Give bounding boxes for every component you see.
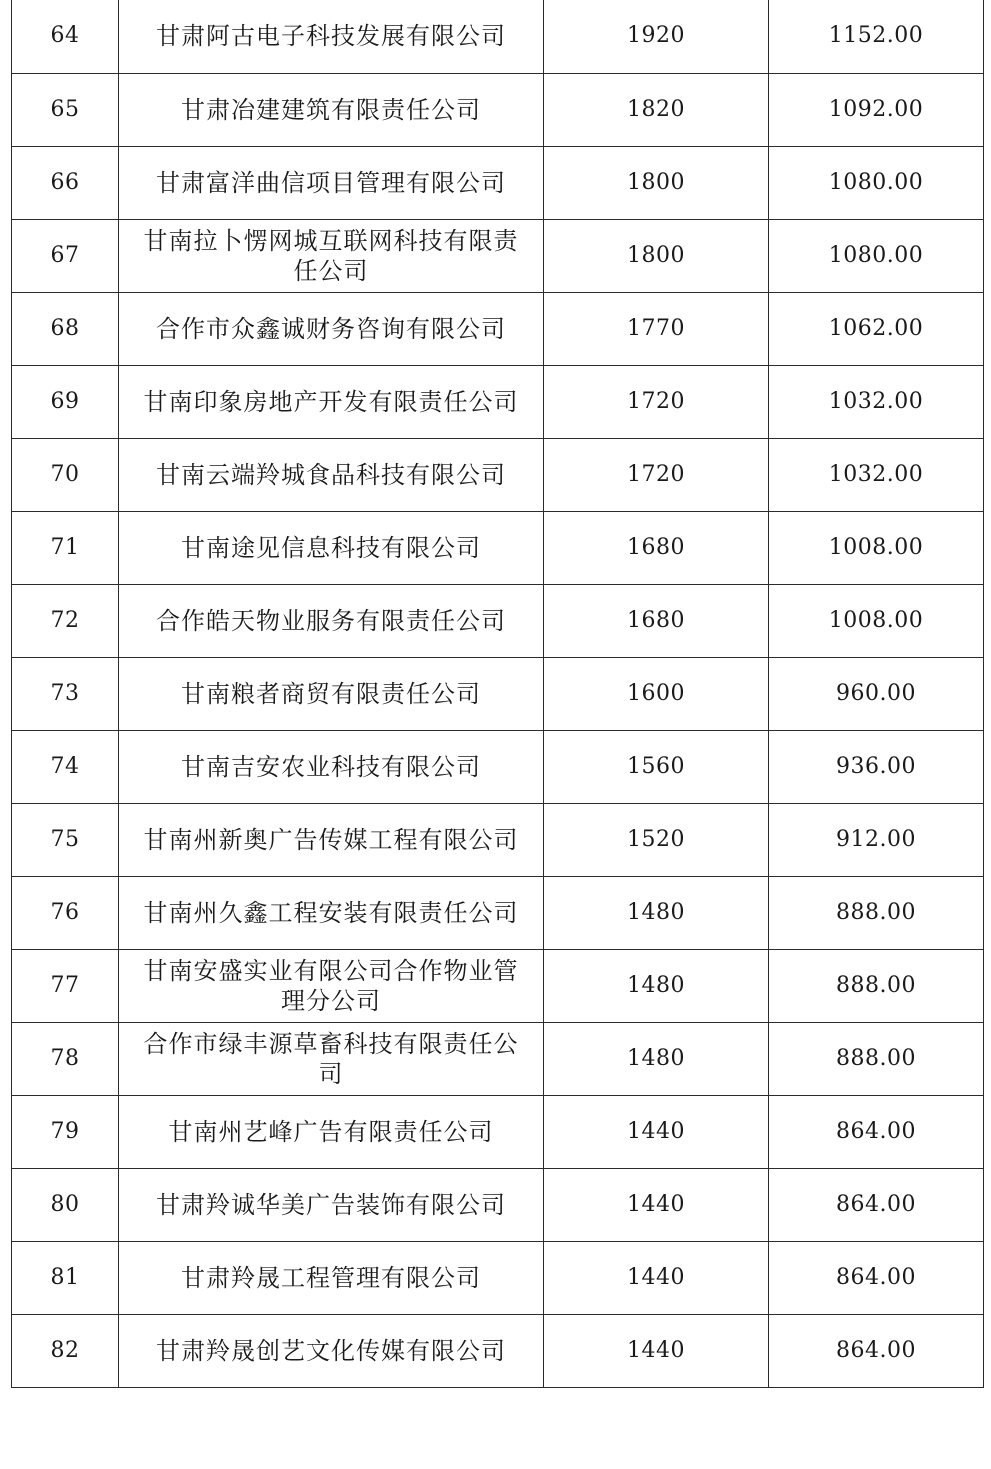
amount-cell: 1032.00 [769,365,984,438]
table-row [12,1022,984,1095]
row-number-cell: 66 [12,146,119,219]
table-row [12,730,984,803]
company-name-cell: 合作皓天物业服务有限责任公司 [119,584,544,657]
row-number-cell: 74 [12,730,119,803]
company-name-cell: 甘南途见信息科技有限公司 [119,511,544,584]
row-number-cell: 67 [12,219,119,292]
company-name-cell: 甘南安盛实业有限公司合作物业管理分公司 [119,949,544,1022]
row-number-cell: 79 [12,1095,119,1168]
amount-cell: 864.00 [769,1241,984,1314]
company-name-cell: 甘南吉安农业科技有限公司 [119,730,544,803]
count-cell: 1480 [544,876,769,949]
count-cell: 1680 [544,511,769,584]
company-name-cell: 甘肃阿古电子科技发展有限公司 [119,0,544,73]
company-name-cell: 甘南印象房地产开发有限责任公司 [119,365,544,438]
row-number-cell: 68 [12,292,119,365]
table-body [12,0,984,1387]
count-cell: 1440 [544,1168,769,1241]
company-name-cell: 甘南州新奥广告传媒工程有限公司 [119,803,544,876]
amount-cell: 1152.00 [769,0,984,73]
row-number-cell: 64 [12,0,119,73]
count-cell: 1560 [544,730,769,803]
amount-cell: 1032.00 [769,438,984,511]
row-number-cell: 82 [12,1314,119,1387]
amount-cell: 1080.00 [769,146,984,219]
count-cell: 1600 [544,657,769,730]
company-name-cell: 甘肃冶建建筑有限责任公司 [119,73,544,146]
company-name-cell: 甘南州艺峰广告有限责任公司 [119,1095,544,1168]
company-name-cell: 甘南云端羚城食品科技有限公司 [119,438,544,511]
row-number-cell: 78 [12,1022,119,1095]
count-cell: 1720 [544,438,769,511]
company-name-cell: 甘南州久鑫工程安装有限责任公司 [119,876,544,949]
count-cell: 1800 [544,219,769,292]
count-cell: 1720 [544,365,769,438]
table-row [12,584,984,657]
amount-cell: 864.00 [769,1168,984,1241]
company-name-cell: 甘肃羚晟工程管理有限公司 [119,1241,544,1314]
row-number-cell: 76 [12,876,119,949]
company-name-cell: 甘肃羚诚华美广告装饰有限公司 [119,1168,544,1241]
table-row [12,657,984,730]
amount-cell: 864.00 [769,1095,984,1168]
table-row [12,1168,984,1241]
table-row [12,146,984,219]
table-row [12,876,984,949]
table-row [12,219,984,292]
table-row [12,511,984,584]
row-number-cell: 72 [12,584,119,657]
table-row [12,803,984,876]
company-name-cell: 甘肃羚晟创艺文化传媒有限公司 [119,1314,544,1387]
count-cell: 1440 [544,1095,769,1168]
table-row [12,292,984,365]
amount-cell: 912.00 [769,803,984,876]
count-cell: 1440 [544,1314,769,1387]
row-number-cell: 81 [12,1241,119,1314]
row-number-cell: 65 [12,73,119,146]
count-cell: 1680 [544,584,769,657]
table-row [12,73,984,146]
amount-cell: 888.00 [769,1022,984,1095]
count-cell: 1480 [544,1022,769,1095]
count-cell: 1800 [544,146,769,219]
row-number-cell: 71 [12,511,119,584]
company-name-cell: 甘肃富洋曲信项目管理有限公司 [119,146,544,219]
subsidy-table [11,0,984,1388]
count-cell: 1820 [544,73,769,146]
table-row [12,1314,984,1387]
row-number-cell: 69 [12,365,119,438]
amount-cell: 1092.00 [769,73,984,146]
amount-cell: 1008.00 [769,584,984,657]
table-row [12,365,984,438]
count-cell: 1520 [544,803,769,876]
amount-cell: 1080.00 [769,219,984,292]
count-cell: 1440 [544,1241,769,1314]
company-name-cell: 甘南拉卜愣网城互联网科技有限责任公司 [119,219,544,292]
amount-cell: 960.00 [769,657,984,730]
table-row [12,1095,984,1168]
table-row [12,949,984,1022]
row-number-cell: 80 [12,1168,119,1241]
count-cell: 1770 [544,292,769,365]
row-number-cell: 75 [12,803,119,876]
table-row [12,1241,984,1314]
company-name-cell: 合作市众鑫诚财务咨询有限公司 [119,292,544,365]
count-cell: 1480 [544,949,769,1022]
row-number-cell: 73 [12,657,119,730]
amount-cell: 1008.00 [769,511,984,584]
amount-cell: 888.00 [769,949,984,1022]
amount-cell: 1062.00 [769,292,984,365]
table-row [12,438,984,511]
table-row [12,0,984,73]
row-number-cell: 77 [12,949,119,1022]
count-cell: 1920 [544,0,769,73]
amount-cell: 864.00 [769,1314,984,1387]
row-number-cell: 70 [12,438,119,511]
amount-cell: 888.00 [769,876,984,949]
subsidy-table-sheet [11,0,983,1388]
amount-cell: 936.00 [769,730,984,803]
company-name-cell: 甘南粮者商贸有限责任公司 [119,657,544,730]
company-name-cell: 合作市绿丰源草畜科技有限责任公司 [119,1022,544,1095]
